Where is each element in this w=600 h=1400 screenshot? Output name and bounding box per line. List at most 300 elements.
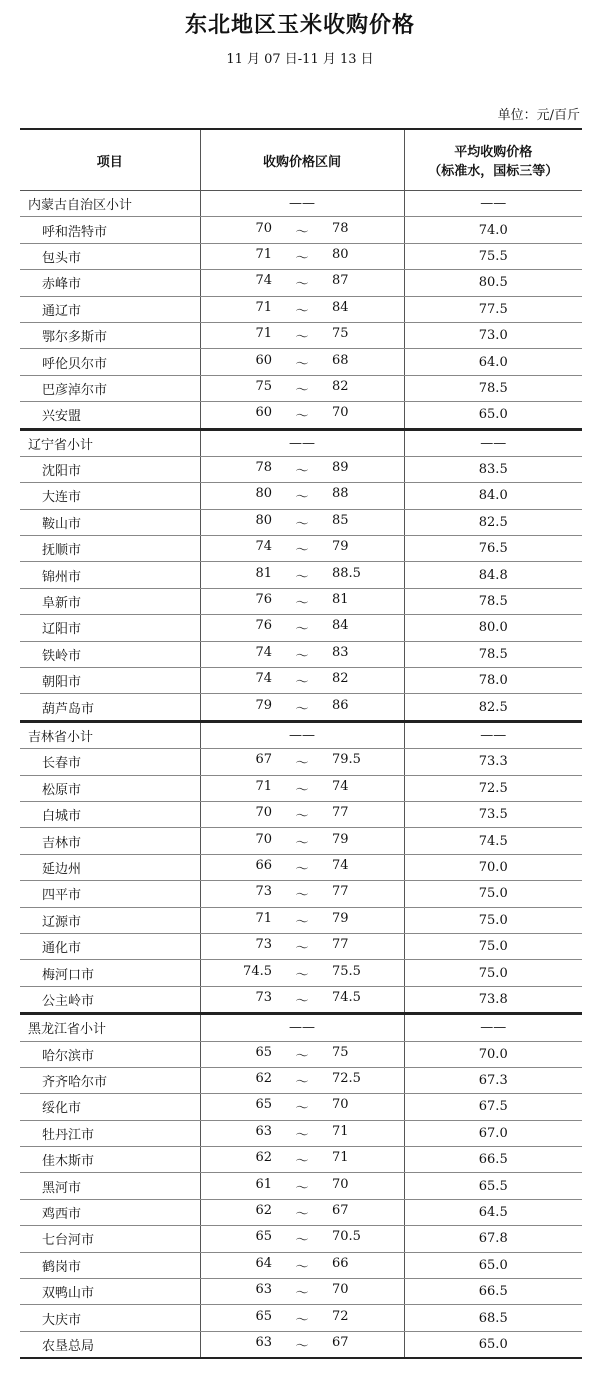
average-price: 75.0: [404, 907, 582, 933]
range-separator: ～: [295, 1286, 309, 1302]
city-name: 鞍山市: [20, 509, 200, 535]
price-range: [200, 296, 404, 322]
subtotal-range-dash: ——: [200, 721, 404, 748]
table-row: [20, 1279, 582, 1305]
table-header: [20, 129, 582, 191]
price-high: 66: [332, 1255, 349, 1271]
price-low: 73: [255, 884, 272, 900]
price-low: 74: [255, 644, 272, 660]
price-high: 81: [332, 592, 349, 608]
price-low: 74.5: [243, 963, 272, 979]
subtotal-row: [20, 191, 582, 217]
city-name: 辽阳市: [20, 615, 200, 641]
average-price: 78.5: [404, 375, 582, 401]
city-name: 沈阳市: [20, 456, 200, 482]
average-price: 65.0: [404, 402, 582, 429]
table-row: [20, 562, 582, 588]
price-range-values: [222, 671, 382, 690]
price-high: 86: [332, 697, 349, 713]
price-low: 61: [255, 1176, 272, 1192]
table-row: [20, 1173, 582, 1199]
price-low: 74: [255, 539, 272, 555]
price-high: 84: [332, 618, 349, 634]
city-name: 抚顺市: [20, 536, 200, 562]
price-range: [200, 1305, 404, 1331]
average-price: 74.5: [404, 828, 582, 854]
price-high: 87: [332, 273, 349, 289]
price-low: 71: [255, 910, 272, 926]
page-title: 东北地区玉米收购价格: [184, 13, 415, 38]
price-low: 76: [255, 618, 272, 634]
table-row: [20, 749, 582, 775]
average-price: 75.0: [404, 933, 582, 959]
price-range: [200, 694, 404, 721]
price-range-values: [222, 566, 382, 585]
average-price: 73.8: [404, 986, 582, 1013]
subtotal-avg-dash: ——: [404, 429, 582, 456]
table-row: [20, 296, 582, 322]
header-range: 收购价格区间: [200, 129, 404, 191]
price-low: 64: [255, 1255, 272, 1271]
price-range-values: [222, 990, 382, 1009]
average-price: 74.0: [404, 217, 582, 243]
table-row: [20, 1147, 582, 1173]
price-high: 72.5: [332, 1071, 361, 1087]
city-name: 铁岭市: [20, 641, 200, 667]
price-range-values: [222, 353, 382, 372]
price-range-values: [222, 698, 382, 717]
range-separator: ～: [295, 888, 309, 904]
price-low: 70: [255, 220, 272, 236]
price-range-values: [222, 1256, 382, 1275]
price-high: 79: [332, 910, 349, 926]
price-high: 71: [332, 1150, 349, 1166]
range-separator: ～: [295, 756, 309, 772]
price-range-values: [222, 858, 382, 877]
price-range-values: [222, 513, 382, 532]
price-range: [200, 1041, 404, 1067]
price-low: 70: [255, 831, 272, 847]
range-separator: ～: [295, 224, 309, 240]
price-range-values: [222, 1071, 382, 1090]
range-separator: ～: [295, 356, 309, 372]
city-name: 齐齐哈尔市: [20, 1067, 200, 1093]
price-low: 71: [255, 246, 272, 262]
price-range: [200, 1279, 404, 1305]
city-name: 通辽市: [20, 296, 200, 322]
price-range: [200, 322, 404, 348]
price-range: [200, 483, 404, 509]
price-range: [200, 615, 404, 641]
table-row: [20, 960, 582, 986]
range-separator: ～: [295, 914, 309, 930]
price-range-values: [222, 1124, 382, 1143]
subtotal-row: [20, 429, 582, 456]
table-row: [20, 801, 582, 827]
price-range: [200, 217, 404, 243]
subtotal-avg-dash: ——: [404, 1014, 582, 1041]
range-separator: ～: [295, 1048, 309, 1064]
city-name: 呼伦贝尔市: [20, 349, 200, 375]
price-range-values: [222, 1045, 382, 1064]
price-range-values: [222, 326, 382, 345]
price-range-values: [222, 1177, 382, 1196]
range-separator: ～: [295, 516, 309, 532]
price-low: 76: [255, 592, 272, 608]
city-name: 鹤岗市: [20, 1252, 200, 1278]
city-name: 延边州: [20, 854, 200, 880]
city-name: 包头市: [20, 243, 200, 269]
price-range: [200, 375, 404, 401]
price-high: 71: [332, 1123, 349, 1139]
city-name: 锦州市: [20, 562, 200, 588]
price-range: [200, 933, 404, 959]
subtotal-avg-dash: ——: [404, 191, 582, 217]
price-high: 75: [332, 326, 349, 342]
table-row: [20, 1331, 582, 1358]
city-name: 黑河市: [20, 1173, 200, 1199]
average-price: 84.8: [404, 562, 582, 588]
price-low: 73: [255, 989, 272, 1005]
average-price: 83.5: [404, 456, 582, 482]
header-item: 项目: [20, 129, 200, 191]
price-low: 60: [255, 405, 272, 421]
average-price: 70.0: [404, 854, 582, 880]
subtotal-name: 吉林省小计: [20, 721, 200, 748]
city-name: 朝阳市: [20, 668, 200, 694]
average-price: 65.5: [404, 1173, 582, 1199]
range-separator: ～: [295, 1233, 309, 1249]
price-range: [200, 1252, 404, 1278]
price-high: 70.5: [332, 1229, 361, 1245]
range-separator: ～: [295, 1154, 309, 1170]
city-name: 长春市: [20, 749, 200, 775]
city-name: 牡丹江市: [20, 1120, 200, 1146]
range-separator: ～: [295, 382, 309, 398]
table-row: [20, 375, 582, 401]
table-row: [20, 402, 582, 429]
price-low: 62: [255, 1071, 272, 1087]
price-range: [200, 1226, 404, 1252]
price-low: 65: [255, 1308, 272, 1324]
price-high: 70: [332, 1097, 349, 1113]
price-range: [200, 509, 404, 535]
price-range-values: [222, 1150, 382, 1169]
average-price: 72.5: [404, 775, 582, 801]
city-name: 绥化市: [20, 1094, 200, 1120]
average-price: 65.0: [404, 1331, 582, 1358]
price-low: 62: [255, 1203, 272, 1219]
price-high: 75: [332, 1044, 349, 1060]
price-range: [200, 562, 404, 588]
city-name: 双鸭山市: [20, 1279, 200, 1305]
range-separator: ～: [295, 330, 309, 346]
price-range-values: [222, 221, 382, 240]
city-name: 佳木斯市: [20, 1147, 200, 1173]
table-row: [20, 243, 582, 269]
average-price: 75.0: [404, 881, 582, 907]
table-row: [20, 694, 582, 721]
price-low: 80: [255, 512, 272, 528]
table-row: [20, 1305, 582, 1331]
price-low: 65: [255, 1229, 272, 1245]
table-row: [20, 349, 582, 375]
city-name: 鄂尔多斯市: [20, 322, 200, 348]
price-high: 80: [332, 246, 349, 262]
range-separator: ～: [295, 1338, 309, 1354]
price-high: 79: [332, 539, 349, 555]
price-low: 66: [255, 857, 272, 873]
range-separator: ～: [295, 1180, 309, 1196]
range-separator: ～: [295, 1127, 309, 1143]
table-row: [20, 217, 582, 243]
table-row: [20, 588, 582, 614]
average-price: 78.5: [404, 588, 582, 614]
price-range-values: [222, 300, 382, 319]
average-price: 78.5: [404, 641, 582, 667]
price-range-values: [222, 779, 382, 798]
price-range: [200, 588, 404, 614]
price-range: [200, 1199, 404, 1225]
city-name: 赤峰市: [20, 270, 200, 296]
price-low: 80: [255, 486, 272, 502]
city-name: 松原市: [20, 775, 200, 801]
table-row: [20, 1199, 582, 1225]
table-row: [20, 641, 582, 667]
price-high: 83: [332, 644, 349, 660]
price-table: [20, 128, 582, 1359]
price-range-values: [222, 247, 382, 266]
price-range: [200, 1331, 404, 1358]
average-price: 78.0: [404, 668, 582, 694]
price-high: 78: [332, 220, 349, 236]
price-low: 62: [255, 1150, 272, 1166]
range-separator: ～: [295, 993, 309, 1009]
price-range: [200, 828, 404, 854]
price-range-values: [222, 486, 382, 505]
range-separator: ～: [295, 1259, 309, 1275]
average-price: 70.0: [404, 1041, 582, 1067]
range-separator: ～: [295, 782, 309, 798]
price-high: 82: [332, 671, 349, 687]
city-name: 葫芦岛市: [20, 694, 200, 721]
city-name: 大庆市: [20, 1305, 200, 1331]
range-separator: ～: [295, 596, 309, 612]
price-low: 78: [255, 460, 272, 476]
price-range-values: [222, 592, 382, 611]
price-range-values: [222, 379, 382, 398]
subtotal-row: [20, 721, 582, 748]
price-high: 72: [332, 1308, 349, 1324]
city-name: 梅河口市: [20, 960, 200, 986]
header-avg-line2: （标准水，国标三等）: [428, 164, 559, 179]
range-separator: ～: [295, 648, 309, 664]
table-row: [20, 483, 582, 509]
subtotal-name: 黑龙江省小计: [20, 1014, 200, 1041]
price-range: [200, 270, 404, 296]
range-separator: ～: [295, 543, 309, 559]
price-high: 67: [332, 1203, 349, 1219]
range-separator: ～: [295, 1075, 309, 1091]
price-range: [200, 402, 404, 429]
price-range-values: [222, 832, 382, 851]
price-range: [200, 1173, 404, 1199]
table-row: [20, 775, 582, 801]
table-row: [20, 615, 582, 641]
price-range: [200, 986, 404, 1013]
range-separator: ～: [295, 809, 309, 825]
unit-label: 单位：元/百斤: [497, 108, 580, 123]
range-separator: ～: [295, 701, 309, 717]
table-row: [20, 881, 582, 907]
price-range: [200, 1120, 404, 1146]
range-separator: ～: [295, 277, 309, 293]
subtotal-name: 内蒙古自治区小计: [20, 191, 200, 217]
price-range: [200, 1067, 404, 1093]
price-range: [200, 641, 404, 667]
subtotal-avg-dash: ——: [404, 721, 582, 748]
subtotal-row: [20, 1014, 582, 1041]
price-high: 68: [332, 352, 349, 368]
table-row: [20, 322, 582, 348]
table-row: [20, 907, 582, 933]
city-name: 兴安盟: [20, 402, 200, 429]
city-name: 公主岭市: [20, 986, 200, 1013]
average-price: 73.3: [404, 749, 582, 775]
price-range: [200, 749, 404, 775]
table-row: [20, 986, 582, 1013]
average-price: 73.5: [404, 801, 582, 827]
table-row: [20, 1252, 582, 1278]
price-range-values: [222, 405, 382, 424]
average-price: 80.0: [404, 615, 582, 641]
subtotal-name: 辽宁省小计: [20, 429, 200, 456]
price-high: 74: [332, 778, 349, 794]
average-price: 66.5: [404, 1279, 582, 1305]
price-low: 79: [255, 697, 272, 713]
price-range: [200, 243, 404, 269]
range-separator: ～: [295, 250, 309, 266]
price-high: 70: [332, 1282, 349, 1298]
average-price: 80.5: [404, 270, 582, 296]
table-body: [20, 191, 582, 1359]
average-price: 64.0: [404, 349, 582, 375]
range-separator: ～: [295, 675, 309, 691]
price-range: [200, 1147, 404, 1173]
price-high: 79.5: [332, 752, 361, 768]
price-low: 63: [255, 1282, 272, 1298]
price-range-values: [222, 752, 382, 771]
price-low: 65: [255, 1097, 272, 1113]
price-high: 67: [332, 1334, 349, 1350]
range-separator: ～: [295, 1207, 309, 1223]
price-range-values: [222, 1203, 382, 1222]
header-avg: [404, 129, 582, 191]
price-range: [200, 801, 404, 827]
price-range: [200, 775, 404, 801]
table-row: [20, 828, 582, 854]
range-separator: ～: [295, 835, 309, 851]
price-range-values: [222, 1309, 382, 1328]
average-price: 82.5: [404, 694, 582, 721]
price-low: 60: [255, 352, 272, 368]
table-row: [20, 1120, 582, 1146]
price-range: [200, 349, 404, 375]
price-high: 70: [332, 1176, 349, 1192]
average-price: 75.5: [404, 243, 582, 269]
price-range: [200, 881, 404, 907]
city-name: 哈尔滨市: [20, 1041, 200, 1067]
price-high: 74: [332, 857, 349, 873]
average-price: 84.0: [404, 483, 582, 509]
city-name: 呼和浩特市: [20, 217, 200, 243]
price-low: 65: [255, 1044, 272, 1060]
average-price: 73.0: [404, 322, 582, 348]
price-range-values: [222, 964, 382, 983]
table-row: [20, 933, 582, 959]
price-range: [200, 960, 404, 986]
average-price: 65.0: [404, 1252, 582, 1278]
price-range-values: [222, 273, 382, 292]
price-high: 77: [332, 937, 349, 953]
price-range-values: [222, 1097, 382, 1116]
price-high: 88: [332, 486, 349, 502]
table-row: [20, 536, 582, 562]
average-price: 76.5: [404, 536, 582, 562]
average-price: 67.8: [404, 1226, 582, 1252]
average-price: 67.3: [404, 1067, 582, 1093]
price-range-values: [222, 1282, 382, 1301]
city-name: 通化市: [20, 933, 200, 959]
price-range: [200, 456, 404, 482]
price-high: 84: [332, 299, 349, 315]
price-range: [200, 1094, 404, 1120]
price-low: 81: [255, 565, 272, 581]
date-range: 11 月 07 日-11 月 13 日: [226, 52, 374, 67]
price-low: 67: [255, 752, 272, 768]
range-separator: ～: [295, 967, 309, 983]
table-row: [20, 1226, 582, 1252]
subtotal-range-dash: ——: [200, 429, 404, 456]
range-separator: ～: [295, 861, 309, 877]
average-price: 67.5: [404, 1094, 582, 1120]
price-low: 75: [255, 378, 272, 394]
price-range-values: [222, 460, 382, 479]
price-high: 77: [332, 884, 349, 900]
city-name: 白城市: [20, 801, 200, 827]
header-avg-line1: 平均收购价格: [454, 145, 533, 160]
subtotal-range-dash: ——: [200, 191, 404, 217]
average-price: 77.5: [404, 296, 582, 322]
table-row: [20, 270, 582, 296]
price-range-values: [222, 937, 382, 956]
range-separator: ～: [295, 303, 309, 319]
range-separator: ～: [295, 464, 309, 480]
price-range-values: [222, 645, 382, 664]
subtotal-range-dash: ——: [200, 1014, 404, 1041]
average-price: 68.5: [404, 1305, 582, 1331]
price-range: [200, 854, 404, 880]
range-separator: ～: [295, 622, 309, 638]
price-range: [200, 907, 404, 933]
price-range-values: [222, 1335, 382, 1354]
price-low: 74: [255, 671, 272, 687]
range-separator: ～: [295, 1312, 309, 1328]
city-name: 辽源市: [20, 907, 200, 933]
table-row: [20, 456, 582, 482]
range-separator: ～: [295, 490, 309, 506]
table-row: [20, 509, 582, 535]
